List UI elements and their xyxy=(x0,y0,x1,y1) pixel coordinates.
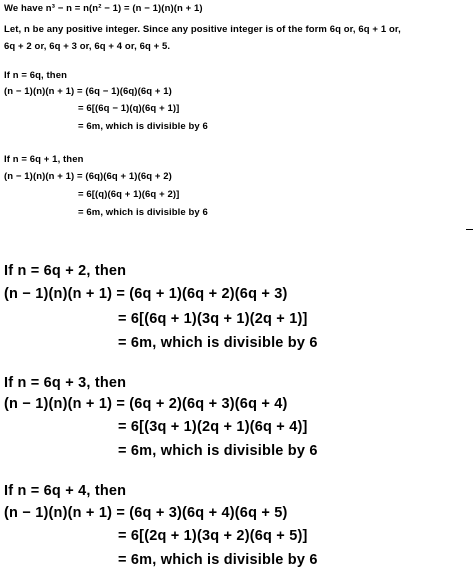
case-step-2: = 6[(2q + 1)(3q + 2)(6q + 5)] xyxy=(118,528,308,544)
case-step-2: = 6[(3q + 1)(2q + 1)(6q + 4)] xyxy=(118,419,308,435)
case-step-2: = 6[(6q − 1)(q)(6q + 1)] xyxy=(78,103,180,114)
intro-line-1: We have n³ − n = n(n² − 1) = (n − 1)(n)(n + 1) xyxy=(4,3,203,14)
case-step-3: = 6m, which is divisible by 6 xyxy=(78,121,208,132)
intro-line-3: 6q + 2 or, 6q + 3 or, 6q + 4 or, 6q + 5. xyxy=(4,41,171,52)
case-condition: If n = 6q + 3, then xyxy=(4,375,127,391)
case-step-3: = 6m, which is divisible by 6 xyxy=(78,207,208,218)
case-condition: If n = 6q + 2, then xyxy=(4,263,127,279)
case-step-1: (n − 1)(n)(n + 1) = (6q)(6q + 1)(6q + 2) xyxy=(4,171,172,182)
intro-line-2: Let, n be any positive integer. Since any positive integer is of the form 6q or, 6q + 1 or, xyxy=(4,24,401,35)
case-condition: If n = 6q + 1, then xyxy=(4,154,84,165)
case-step-3: = 6m, which is divisible by 6 xyxy=(118,335,318,351)
case-step-1: (n − 1)(n)(n + 1) = (6q − 1)(6q)(6q + 1) xyxy=(4,86,172,97)
case-step-2: = 6[(6q + 1)(3q + 1)(2q + 1)] xyxy=(118,311,308,327)
case-step-3: = 6m, which is divisible by 6 xyxy=(118,552,318,568)
case-step-2: = 6[(q)(6q + 1)(6q + 2)] xyxy=(78,189,180,200)
case-step-1: (n − 1)(n)(n + 1) = (6q + 2)(6q + 3)(6q + 4) xyxy=(4,396,288,412)
divider-mark xyxy=(466,229,473,230)
case-condition: If n = 6q, then xyxy=(4,70,67,81)
case-step-1: (n − 1)(n)(n + 1) = (6q + 1)(6q + 2)(6q + 3) xyxy=(4,286,288,302)
case-condition: If n = 6q + 4, then xyxy=(4,483,127,499)
case-step-3: = 6m, which is divisible by 6 xyxy=(118,443,318,459)
case-step-1: (n − 1)(n)(n + 1) = (6q + 3)(6q + 4)(6q + 5) xyxy=(4,505,288,521)
